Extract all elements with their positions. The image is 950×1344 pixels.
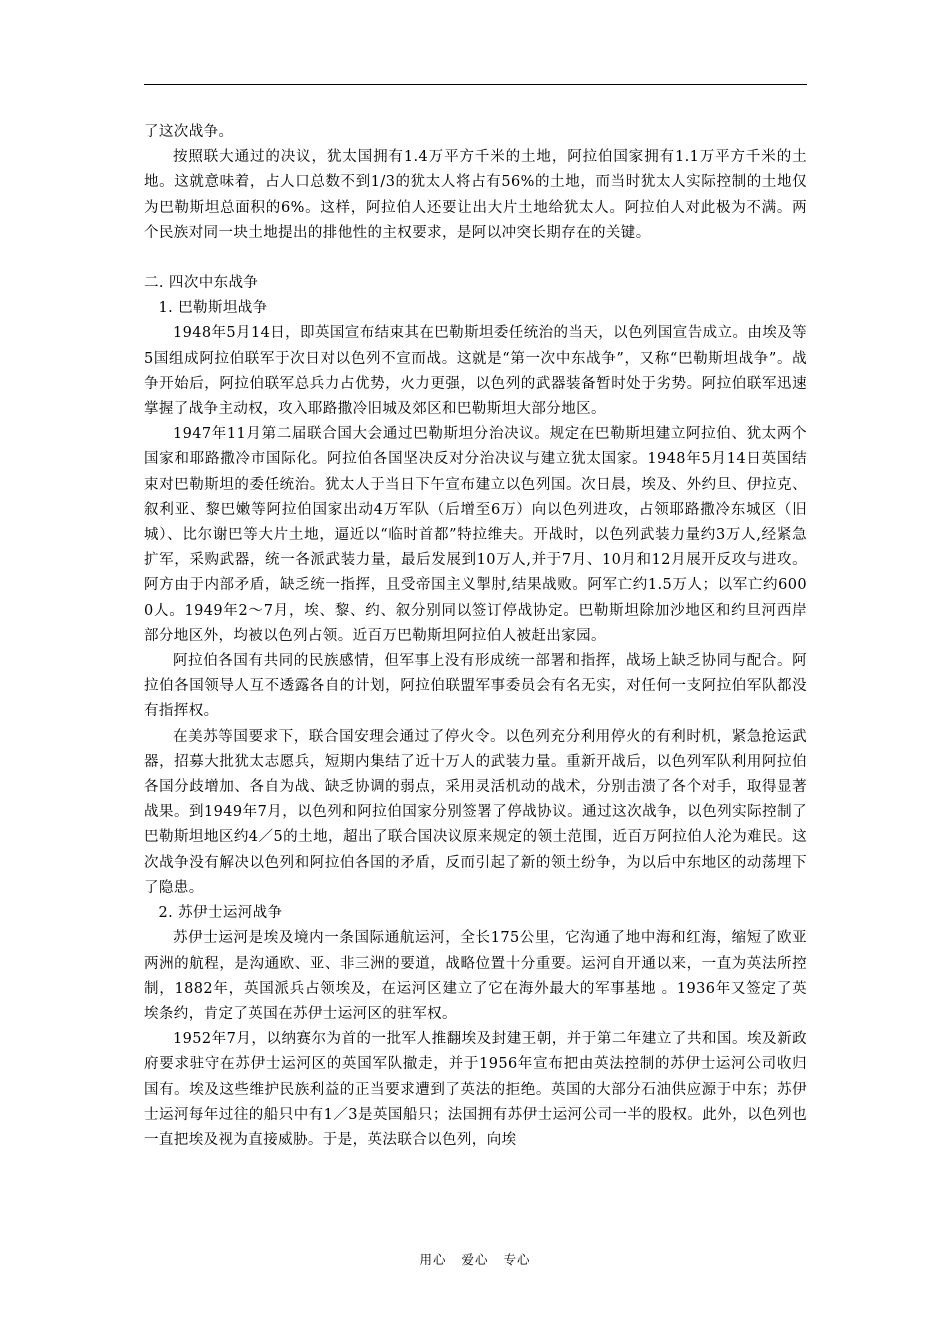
paragraph: 阿拉伯各国有共同的民族感情，但军事上没有形成统一部署和指挥，战场上缺乏协同与配合。阿拉伯各国领导人互不透露各自的计划，阿拉伯联盟军事委员会有名无实，对任何一支阿拉伯军队都没有指挥权。 — [144, 653, 807, 720]
paragraph: 1952年7月，以纳赛尔为首的一批军人推翻埃及封建王朝，并于第二年建立了共和国。埃及新政府要求驻守在苏伊士运河区的英国军队撤走，并于1956年宣布把由英法控制的苏伊士运河公司收归国有。埃及这些维护民族利益的正当要求遭到了英法的拒绝。英国的大部分石油供应源于中东；苏伊士运河每年过往的船只中有1／3是英国船只；法国拥有苏伊士运河公司一半的股权。此外，以色列也一直把埃及视为直接威胁。于是，英法联合以色列，向埃 — [144, 1031, 807, 1148]
paragraph: 1947年11月第二届联合国大会通过巴勒斯坦分治决议。规定在巴勒斯坦建立阿拉伯、犹太两个国家和耶路撒冷市国际化。阿拉伯各国坚决反对分治决议与建立犹太国家。1948年5月14日英国结束对巴勒斯坦的委任统治。犹太人于当日下午宣布建立以色列国。次日晨，埃及、外约旦、伊拉克、叙利亚、黎巴嫩等阿拉伯国家出动4万军队（后增至6万）向以色列进攻，占领耶路撒冷东城区（旧城）、比尔谢巴等大片土地，逼近以“临时首都”特拉维夫。开战时，以色列武装力量约3万人,经紧急扩军，采购武器，统一各派武装力量，最后发展到10万人,并于7月、10月和12月展开反攻与进攻。阿方由于内部矛盾，缺乏统一指挥，且受帝国主义掣肘,结果战败。阿军亡约1.5万人；以军亡约6000人。1949年2～7月，埃、黎、约、叙分别同以签订停战协定。巴勒斯坦除加沙地区和约旦河西岸部分地区外，均被以色列占领。近百万巴勒斯坦阿拉伯人被赶出家园。 — [144, 426, 807, 644]
paragraph: 1948年5月14日，即英国宣布结束其在巴勒斯坦委任统治的当天，以色列国宣告成立。由埃及等5国组成阿拉伯联军于次日对以色列不宣而战。这就是“第一次中东战争”，又称“巴勒斯坦战争”。战争开始后，阿拉伯联军总兵力占优势，火力更强，以色列的武器装备暂时处于劣势。阿拉伯联军迅速掌握了战争主动权，攻入耶路撒冷旧城及郊区和巴勒斯坦大部分地区。 — [144, 325, 807, 418]
subsection-heading-palestine-war: 1. 巴勒斯坦战争 — [158, 300, 268, 317]
document-body — [144, 120, 807, 1153]
page-footer: 用心 爱心 专心 — [419, 1252, 531, 1267]
paragraph: 苏伊士运河是埃及境内一条国际通航运河，全长175公里，它沟通了地中海和红海，缩短了欧亚两洲的航程，是沟通欧、亚、非三洲的要道，战略位置十分重要。运河自开通以来，一直为英法所控制，1882年，英国派兵占领埃及，在运河区建立了它在海外最大的军事基地 。1936年又签定了英埃条约，肯定了英国在苏伊士运河区的驻军权。 — [144, 930, 807, 1022]
subsection-heading-suez-war: 2. 苏伊士运河战争 — [158, 905, 283, 922]
paragraph: 按照联大通过的决议，犹太国拥有1.4万平方千米的土地，阿拉伯国家拥有1.1万平方千米的土地。这就意味着，占人口总数不到1/3的犹太人将占有56%的土地，而当时犹太人实际控制的土地仅为巴勒斯坦总面积的6%。这样，阿拉伯人还要让出大片土地给犹太人。阿拉伯人对此极为不满。两个民族对同一块土地提出的排他性的主权要求，是阿以冲突长期存在的关键。 — [144, 149, 807, 241]
paragraph: 在美苏等国要求下，联合国安理会通过了停火令。以色列充分利用停火的有利时机，紧急抢运武器，招募大批犹太志愿兵，短期内集结了近十万人的武装力量。重新开战后，以色列军队利用阿拉伯各国分歧增加、各自为战、缺乏协调的弱点，采用灵活机动的战术，分别击溃了各个对手，取得显著战果。到1949年7月，以色列和阿拉伯国家分别签署了停战协议。通过这次战争，以色列实际控制了巴勒斯坦地区约4／5的土地，超出了联合国决议原来规定的领土范围，近百万阿拉伯人沦为难民。这次战争没有解决以色列和阿拉伯各国的矛盾，反而引起了新的领土纷争，为以后中东地区的动荡埋下了隐患。 — [144, 728, 807, 896]
blank-line — [144, 246, 807, 271]
header-rule — [144, 84, 807, 85]
paragraph: 了这次战争。 — [144, 124, 234, 140]
section-heading: 二. 四次中东战争 — [144, 275, 259, 292]
